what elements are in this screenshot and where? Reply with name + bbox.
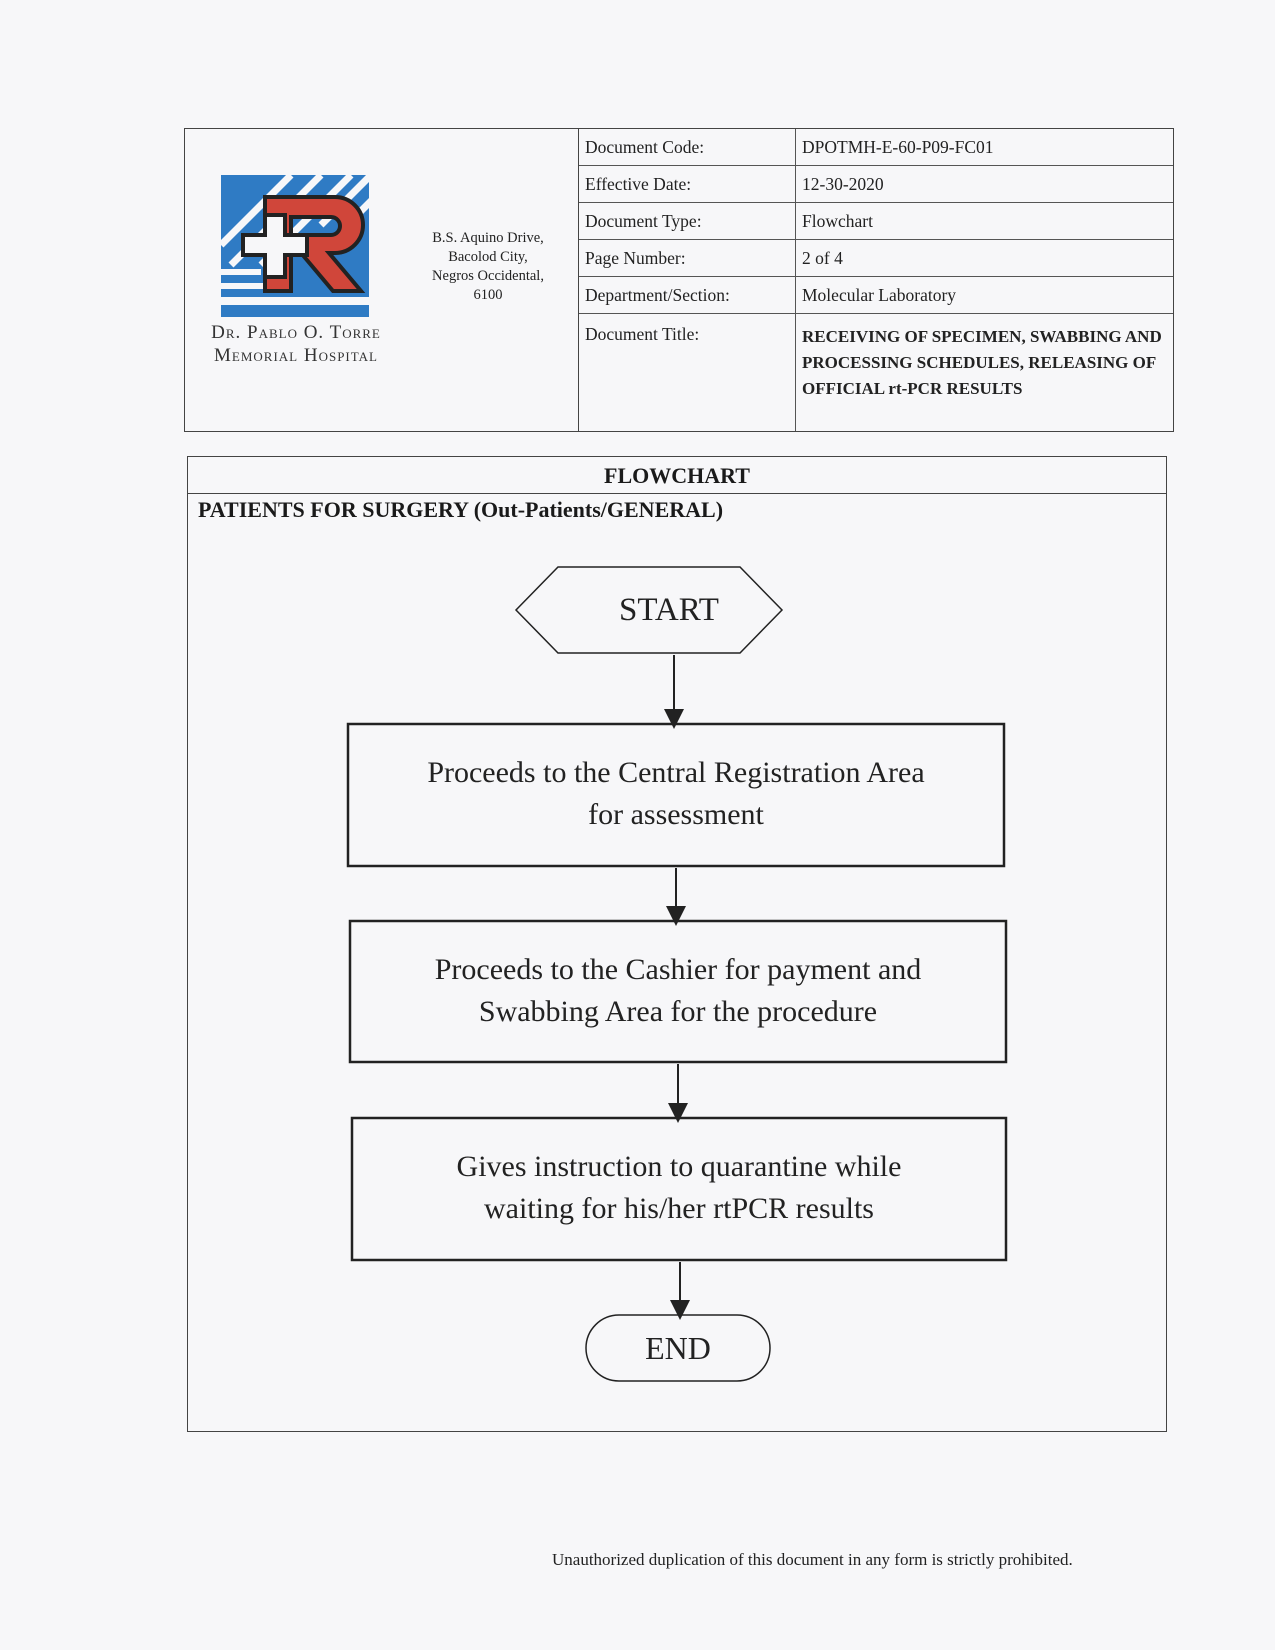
footer-notice: Unauthorized duplication of this document in any form is strictly prohibited. [552, 1550, 1073, 1569]
hospital-name [191, 321, 401, 367]
process-step-text [352, 1146, 1006, 1230]
meta-label: Effective Date: [579, 166, 796, 203]
meta-value: DPOTMH-E-60-P09-FC01 [796, 129, 1174, 166]
step-line: Swabbing Area for the procedure [478, 995, 878, 1028]
meta-label: Department/Section: [579, 277, 796, 314]
meta-label: Document Type: [579, 203, 796, 240]
meta-row [579, 277, 1173, 314]
end-label: END [645, 1330, 711, 1366]
start-label: START [619, 592, 719, 628]
meta-label: Document Code: [579, 129, 796, 166]
meta-row [579, 203, 1173, 240]
hospital-logo [221, 167, 379, 317]
step-line: Proceeds to the Central Registration Area [427, 756, 925, 789]
step-line: waiting for his/her rtPCR results [484, 1192, 874, 1225]
hospital-identity [185, 129, 579, 431]
process-step-text [348, 752, 1004, 836]
meta-row [579, 240, 1173, 277]
hospital-name-line1: Dr. Pablo O. Torre [211, 322, 381, 343]
flowchart-subheading: PATIENTS FOR SURGERY (Out-Patients/GENERAL) [198, 497, 724, 522]
document-meta-table [579, 129, 1173, 431]
flowchart-frame [187, 456, 1167, 1432]
step-line: Gives instruction to quarantine while [456, 1150, 902, 1183]
document-header [184, 128, 1174, 432]
meta-value: 12-30-2020 [796, 166, 1174, 203]
process-step-text [350, 949, 1006, 1033]
address-line: Negros Occidental, [432, 268, 544, 284]
meta-row [579, 129, 1173, 166]
hospital-address [413, 229, 563, 305]
address-line: B.S. Aquino Drive, [432, 230, 544, 246]
address-line: 6100 [473, 287, 503, 303]
document-title: RECEIVING OF SPECIMEN, SWABBING AND PROCESSING SCHEDULES, RELEASING OF OFFICIAL rt-PCR RESULTS [796, 314, 1174, 432]
meta-value: 2 of 4 [796, 240, 1174, 277]
meta-label: Page Number: [579, 240, 796, 277]
meta-row [579, 314, 1173, 432]
hospital-name-line2: Memorial Hospital [214, 345, 378, 366]
meta-value: Molecular Laboratory [796, 277, 1174, 314]
step-line: Proceeds to the Cashier for payment and [434, 953, 922, 986]
address-line: Bacolod City, [448, 249, 528, 265]
meta-label: Document Title: [585, 324, 700, 344]
step-line: for assessment [588, 798, 764, 831]
meta-value: Flowchart [796, 203, 1174, 240]
meta-row [579, 166, 1173, 203]
flowchart-heading: FLOWCHART [188, 457, 1166, 494]
